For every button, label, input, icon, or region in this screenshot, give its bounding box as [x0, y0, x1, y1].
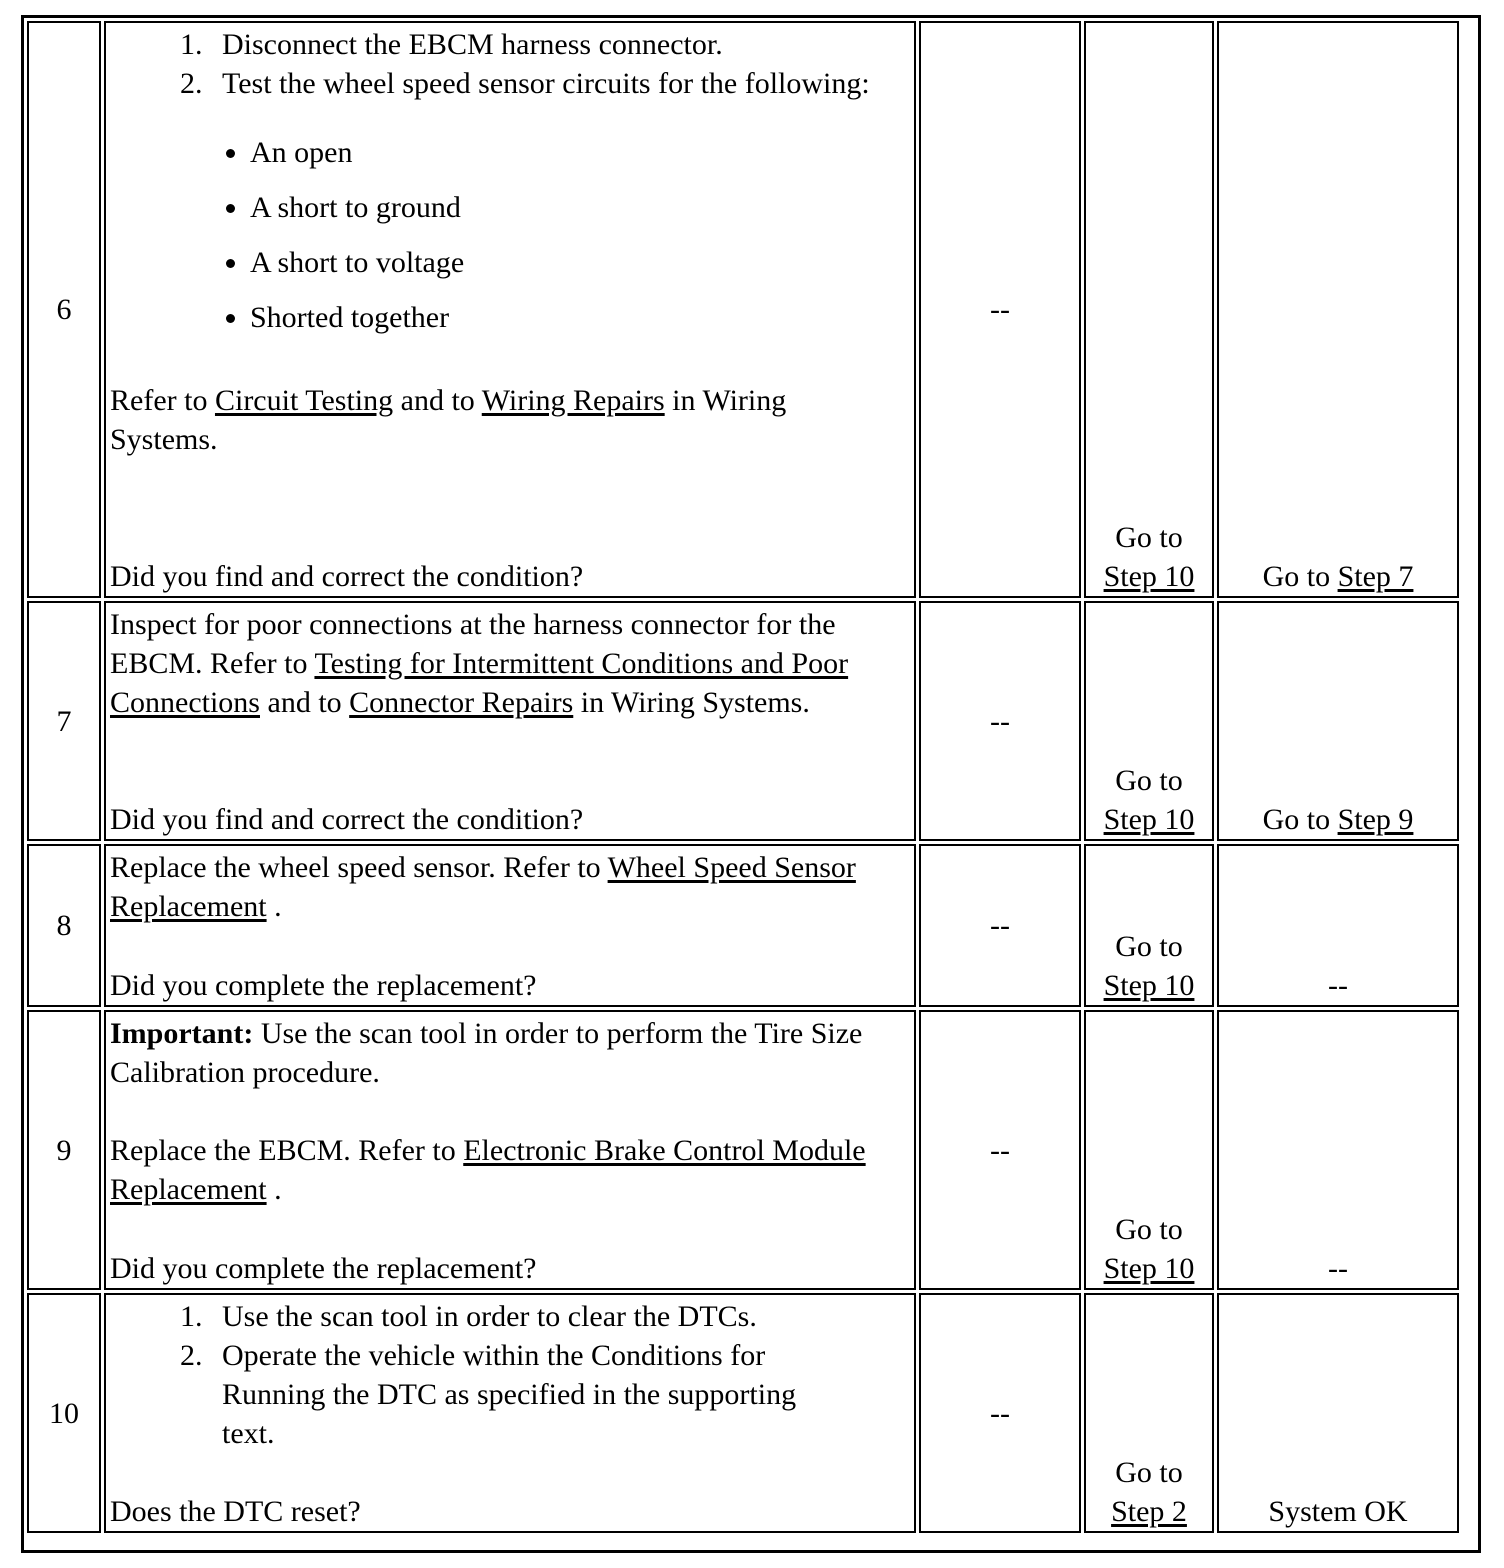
important-note [110, 1014, 910, 1092]
ebcm-replacement-link[interactable]: Electronic Brake Control Module Replacement [110, 1134, 866, 1206]
value-text: -- [990, 909, 1010, 942]
step-number [27, 21, 101, 598]
value-cell [919, 1010, 1081, 1290]
yes-cell [1084, 1293, 1214, 1533]
list-item: 1. Use the scan tool in order to clear the DTCs. [210, 1297, 850, 1336]
step-number [27, 601, 101, 841]
step-number-text: 7 [56, 704, 72, 738]
no-cell [1217, 844, 1459, 1007]
action-cell [104, 21, 916, 598]
important-label: Important: [110, 1017, 254, 1050]
text-span: in Wiring Systems. [110, 384, 787, 456]
circuit-testing-link[interactable]: Circuit Testing [214, 384, 394, 417]
text-span: Inspect for poor connections at the harness connector for the EBCM. Refer to [110, 608, 836, 680]
question-text: Did you complete the replacement? [110, 1252, 537, 1285]
text-span: Replace the wheel speed sensor. Refer to [110, 851, 608, 884]
step-number [27, 844, 101, 1007]
list-item: • A short to voltage [250, 235, 910, 290]
text-span: Refer to [110, 384, 215, 417]
yes-go-to: Go to [1115, 1213, 1183, 1246]
question-text: Did you find and correct the condition? [110, 803, 584, 836]
yes-go-to: Go to [1115, 1456, 1183, 1489]
step-number [27, 1010, 101, 1290]
action-cell [104, 844, 916, 1007]
step-number-text: 9 [56, 1133, 72, 1167]
question-text: Did you complete the replacement? [110, 969, 537, 1002]
no-cell [1217, 1293, 1459, 1533]
inspect-text [110, 605, 910, 722]
yes-step-link[interactable]: Step 10 [1103, 560, 1195, 593]
yes-cell [1084, 601, 1214, 841]
value-cell [919, 601, 1081, 841]
no-go-to: Go to [1262, 803, 1338, 836]
yes-step-link[interactable]: Step 10 [1103, 969, 1195, 1002]
no-cell [1217, 1010, 1459, 1290]
intermittent-conditions-link[interactable]: Testing for Intermittent Conditions and Poor Connections [110, 647, 849, 719]
text-span: and to [393, 384, 482, 417]
no-go-to: Go to [1262, 560, 1338, 593]
value-cell [919, 1293, 1081, 1533]
step-number-text: 6 [56, 293, 72, 326]
list-item: • A short to ground [250, 180, 910, 235]
question-text: Does the DTC reset? [110, 1495, 361, 1528]
no-step-link[interactable]: Step 9 [1337, 803, 1414, 836]
no-value: -- [1328, 969, 1348, 1002]
yes-go-to: Go to [1115, 930, 1183, 963]
action-cell [104, 1293, 916, 1533]
action-cell [104, 1010, 916, 1290]
no-cell [1217, 21, 1459, 598]
refer-text [110, 381, 890, 459]
text-span: . [266, 1173, 282, 1206]
list-item: • An open [250, 125, 910, 180]
list-item: 2. Operate the vehicle within the Conditions for Running the DTC as specified in the supporting text. [210, 1336, 850, 1453]
question-text: Did you find and correct the condition? [110, 560, 584, 593]
text-span: . [266, 890, 282, 923]
no-value: System OK [1268, 1495, 1408, 1528]
yes-go-to: Go to [1115, 521, 1183, 554]
wiring-repairs-link[interactable]: Wiring Repairs [481, 384, 665, 417]
value-text: -- [990, 1396, 1010, 1430]
diagnostic-table [21, 15, 1481, 1553]
value-text: -- [990, 293, 1010, 326]
step-number [27, 1293, 101, 1533]
text-span: and to [260, 686, 350, 719]
text-span: Use the scan tool in order to perform the Tire Size Calibration procedure. [110, 1017, 863, 1089]
text-span: in Wiring Systems. [573, 686, 810, 719]
list-item: 1. Disconnect the EBCM harness connector. [210, 25, 910, 64]
connector-repairs-link[interactable]: Connector Repairs [349, 686, 574, 719]
value-text: -- [990, 704, 1010, 738]
step-number-text: 8 [56, 909, 72, 942]
list-item: 2. Test the wheel speed sensor circuits for the following: [210, 64, 910, 103]
yes-cell [1084, 844, 1214, 1007]
replace-text [110, 848, 870, 926]
step-number-text: 10 [49, 1396, 79, 1430]
text-span: Replace the EBCM. Refer to [110, 1134, 464, 1167]
action-cell [104, 601, 916, 841]
no-cell [1217, 601, 1459, 841]
value-cell [919, 21, 1081, 598]
no-value: -- [1328, 1252, 1348, 1285]
yes-step-link[interactable]: Step 10 [1103, 1252, 1195, 1285]
yes-cell [1084, 21, 1214, 598]
instruction-list [110, 25, 910, 103]
yes-cell [1084, 1010, 1214, 1290]
condition-list [110, 125, 910, 345]
yes-go-to: Go to [1115, 764, 1183, 797]
yes-step-link[interactable]: Step 10 [1103, 803, 1195, 836]
no-step-link[interactable]: Step 7 [1337, 560, 1414, 593]
instruction-list [110, 1297, 850, 1453]
value-cell [919, 844, 1081, 1007]
wheel-speed-sensor-replacement-link[interactable]: Wheel Speed Sensor Replacement [110, 851, 856, 923]
yes-step-link[interactable]: Step 2 [1111, 1495, 1187, 1528]
replace-text [110, 1131, 870, 1209]
list-item: • Shorted together [250, 290, 910, 345]
value-text: -- [990, 1133, 1010, 1167]
